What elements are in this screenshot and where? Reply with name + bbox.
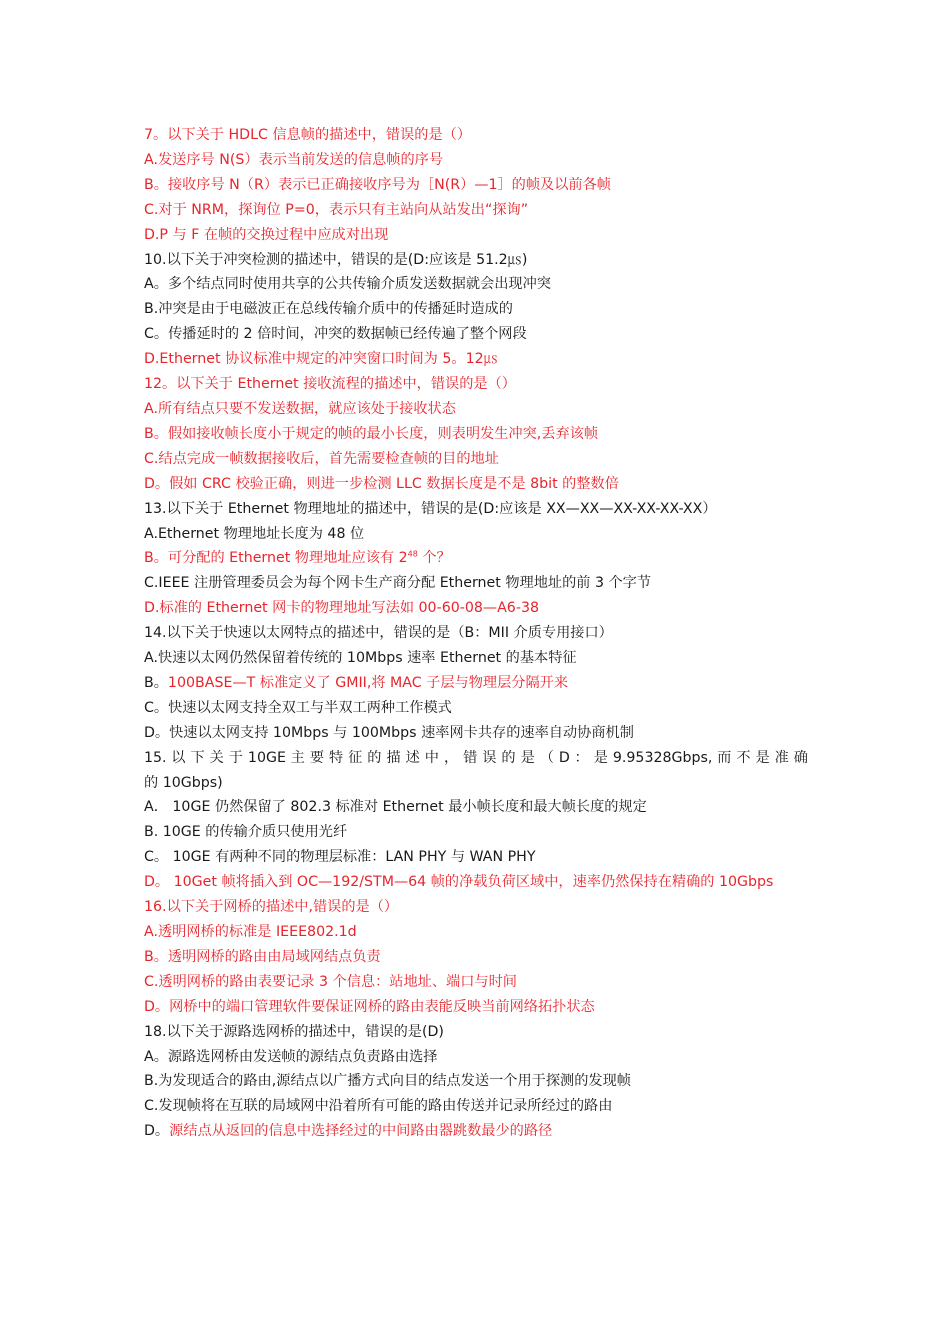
text-line — [144, 322, 808, 347]
line-text: 7。以下关于 HDLC 信息帧的描述中，错误的是（） — [144, 127, 472, 143]
text-line — [144, 546, 808, 571]
line-text: A.发送序号 N(S）表示当前发送的信息帧的序号 — [144, 151, 444, 168]
text-line — [144, 596, 808, 621]
text-line — [144, 995, 808, 1020]
line-text: D。假如 CRC 校验正确，则进一步检测 LLC 数据长度是不是 8bit 的整数倍 — [144, 475, 619, 492]
line-text: B。透明网桥的路由由局域网结点负责 — [144, 948, 381, 965]
text-line — [144, 571, 808, 596]
text-line — [144, 721, 808, 746]
text-line — [144, 945, 808, 970]
text-line — [144, 970, 808, 995]
text-line — [144, 1045, 808, 1070]
text-line — [144, 248, 808, 273]
text-line — [144, 1020, 808, 1045]
line-text: D。 10Get 帧将插入到 OC—192/STM—64 帧的净载负荷区域中，速率仍然保持在精确的 10Gbps — [144, 874, 774, 891]
line-text: B。接收序号 N（R）表示已正确接收序号为［N(R）—1］的帧及以前各帧 — [144, 176, 611, 193]
text-line — [144, 845, 808, 870]
line-text: C.发现帧将在互联的局域网中沿着所有可能的路由传送并记录所经过的路由 — [144, 1098, 613, 1115]
text-line — [144, 895, 808, 920]
line-text: 10.以下关于冲突检测的描述中，错误的是(D:应该是 51.2㎲) — [144, 251, 528, 268]
line-prefix: B。 — [144, 674, 168, 691]
text-line — [144, 347, 808, 372]
line-text: A。多个结点同时使用共享的公共传输介质发送数据就会出现冲突 — [144, 276, 551, 293]
text-line — [144, 472, 808, 497]
line-text: 13.以下关于 Ethernet 物理地址的描述中，错误的是(D:应该是 XX—XX—XX-XX-XX-XX） — [144, 500, 717, 517]
text-line — [144, 123, 808, 148]
line-text-after: 个？ — [417, 550, 451, 567]
text-line — [144, 148, 808, 173]
line-text: C。传播延时的 2 倍时间，冲突的数据帧已经传遍了整个网段 — [144, 326, 527, 343]
line-text: C.IEEE 注册管理委员会为每个网卡生产商分配 Ethernet 物理地址的前 3 个字节 — [144, 575, 652, 592]
text-line — [144, 621, 808, 646]
text-line — [144, 1094, 808, 1119]
line-text: B。可分配的 Ethernet 物理地址应该有 2 — [144, 550, 408, 567]
line-text: C.透明网桥的路由表要记录 3 个信息：站地址、端口与时间 — [144, 973, 517, 990]
line-text: A． 10GE 仍然保留了 802.3 标准对 Ethernet 最小帧长度和最大帧长度的规定 — [144, 799, 647, 816]
line-text: A。源路选网桥由发送帧的源结点负责路由选择 — [144, 1048, 438, 1065]
line-text: A.所有结点只要不发送数据，就应该处于接收状态 — [144, 400, 456, 417]
text-line — [144, 173, 808, 198]
text-line — [144, 1069, 808, 1094]
document-body — [144, 123, 808, 1144]
line-text: 16.以下关于网桥的描述中,错误的是（） — [144, 899, 399, 916]
line-prefix: D。 — [144, 1123, 170, 1140]
line-text: C。快速以太网支持全双工与半双工两种工作模式 — [144, 699, 452, 716]
line-text: 15. 以 下 关 于 10GE 主 要 特 征 的 描 述 中 ， 错 误 的 是 （ D ： 是 9.95328Gbps, 而 不 是 准 确 的 10Gbps) — [144, 749, 808, 791]
text-line — [144, 746, 808, 796]
text-line — [144, 223, 808, 248]
text-line — [144, 820, 808, 845]
line-text: C.对于 NRM，探询位 P=0，表示只有主站向从站发出“探询” — [144, 201, 529, 218]
text-line — [144, 198, 808, 223]
superscript: 48 — [407, 549, 418, 559]
text-line — [144, 920, 808, 945]
text-line — [144, 522, 808, 547]
text-line — [144, 646, 808, 671]
text-line — [144, 696, 808, 721]
text-line — [144, 447, 808, 472]
line-text: 14.以下关于快速以太网特点的描述中，错误的是（B：MII 介质专用接口） — [144, 625, 613, 642]
line-text: B. 10GE 的传输介质只使用光纤 — [144, 824, 348, 841]
line-text: D.P 与 F 在帧的交换过程中应成对出现 — [144, 226, 389, 243]
line-text: D.Ethernet 协议标准中规定的冲突窗口时间为 5。12㎲ — [144, 351, 498, 368]
line-text: 18.以下关于源路选网桥的描述中，错误的是(D) — [144, 1023, 444, 1040]
line-text: C.结点完成一帧数据接收后，首先需要检查帧的目的地址 — [144, 450, 499, 467]
line-text: B.为发现适合的路由,源结点以广播方式向目的结点发送一个用于探测的发现帧 — [144, 1073, 631, 1090]
text-line — [144, 372, 808, 397]
line-text: C。 10GE 有两种不同的物理层标准：LAN PHY 与 WAN PHY — [144, 849, 536, 866]
line-text: 100BASE—T 标准定义了 GMII,将 MAC 子层与物理层分隔开来 — [167, 674, 569, 691]
text-line — [144, 497, 808, 522]
line-text: 12。以下关于 Ethernet 接收流程的描述中，错误的是（） — [144, 376, 516, 393]
line-text: B。假如接收帧长度小于规定的帧的最小长度，则表明发生冲突,丢弃该帧 — [144, 425, 599, 442]
text-line — [144, 870, 808, 895]
text-line — [144, 397, 808, 422]
line-text: 源结点从返回的信息中选择经过的中间路由器跳数最少的路径 — [169, 1123, 553, 1140]
text-line — [144, 795, 808, 820]
line-text: A.Ethernet 物理地址长度为 48 位 — [144, 525, 365, 542]
text-line — [144, 297, 808, 322]
text-line — [144, 671, 808, 696]
text-line — [144, 272, 808, 297]
text-line — [144, 422, 808, 447]
line-text: B.冲突是由于电磁波正在总线传输介质中的传播延时造成的 — [144, 301, 513, 318]
line-text: D.标准的 Ethernet 网卡的物理地址写法如 00-60-08—A6-38 — [144, 600, 540, 617]
line-text: D。网桥中的端口管理软件要保证网桥的路由表能反映当前网络拓扑状态 — [144, 998, 595, 1015]
text-line — [144, 1119, 808, 1144]
line-text: A.快速以太网仍然保留着传统的 10Mbps 速率 Ethernet 的基本特征 — [144, 650, 577, 667]
line-text: D。快速以太网支持 10Mbps 与 100Mbps 速率网卡共存的速率自动协商机制 — [144, 724, 634, 741]
line-text: A.透明网桥的标准是 IEEE802.1d — [144, 924, 357, 940]
